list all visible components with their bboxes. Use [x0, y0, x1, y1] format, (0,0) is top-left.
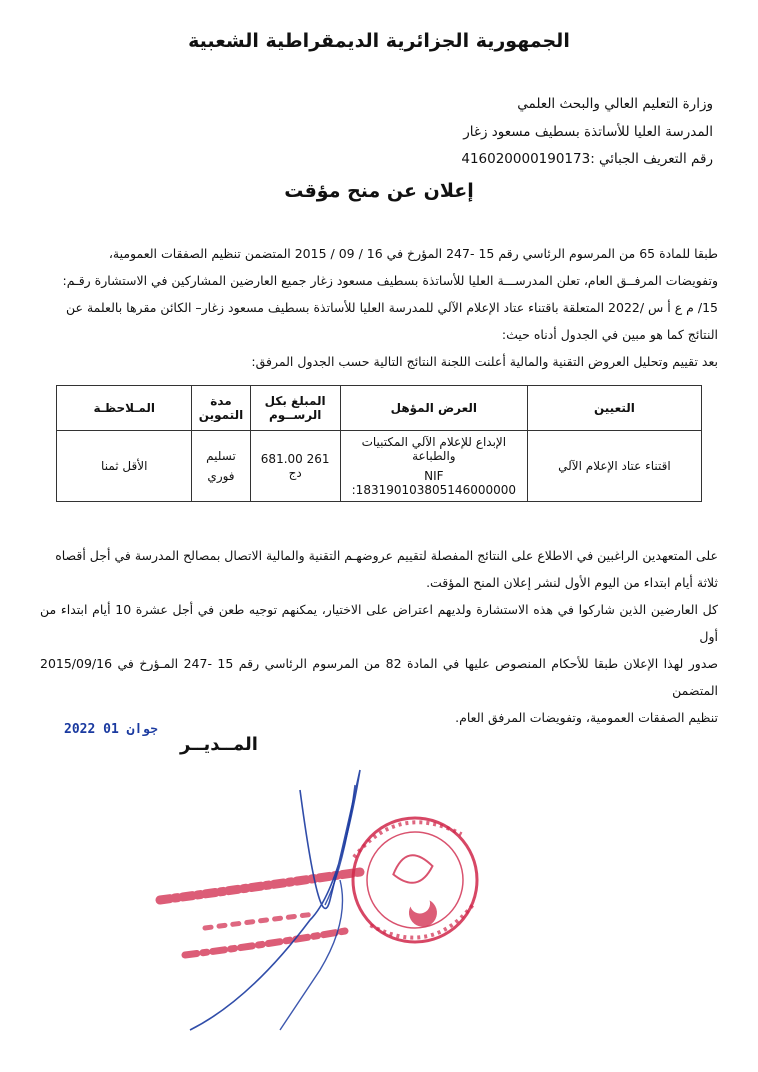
paragraph-3-line-1: على المتعهدين الراغبين في الاطلاع على النتائج المفصلة لتقييم عروضهـم التقنية والمالية الاتصال بمصالح المدرسة في أجل أقصاه — [55, 548, 718, 563]
paragraph-1-line-2: وتفويضات المرفــق العام، تعلن المدرســـة العليا للأساتذة بسطيف مسعود زغار جميع العارضين المشاركين في الاستشارة رقـم: — [62, 273, 718, 288]
round-seal-icon — [341, 806, 488, 953]
ministry-line: وزارة التعليم العالي والبحث العلمي — [517, 96, 713, 112]
paragraph-1-line-1: طبقا للمادة 65 من المرسوم الرئاسي رقم 15 -247 المؤرخ في 16 / 09 / 2015 المتضمن تنظيم الصفقات العمومية، — [108, 246, 718, 261]
director-name-stamp-icon — [160, 872, 360, 955]
header-bidder: العرض المؤهل — [340, 386, 527, 431]
paragraph-4-line-2: صدور لهذا الإعلان طبقا للأحكام المنصوص عليها في المادة 82 من المرسوم الرئاسي رقم 15 -247 المـؤرخ في 2015/09/16 المتضمن — [40, 656, 719, 698]
director-title: المــديــر — [180, 734, 258, 755]
header-designation: التعيين — [527, 386, 701, 431]
duration-line-2: فوري — [207, 469, 235, 483]
tax-id-line: رقم التعريف الجبائي :416020000190173 — [461, 151, 713, 167]
paragraph-1-line-4: النتائج كما هو مبين في الجدول أدناه حيث: — [501, 327, 718, 342]
header-duration: مدة التموين — [192, 386, 250, 431]
header-remark: المـلاحظـة — [57, 386, 192, 431]
paragraph-1-line-3: 15/ م ع أ س /2022 المتعلقة باقتناء عتاد الإعلام الآلي للمدرسة العليا للأساتذة بسطيف مسعود زغار– الكائن مقرها بالعلمة عن — [66, 300, 718, 315]
cell-remark: الأقل ثمنا — [57, 431, 192, 502]
bidder-nif: NIF :183190103805146000000 — [351, 469, 517, 497]
paragraph-4-line-1: كل العارضين الذين شاركوا في هذه الاستشارة ولديهم اعتراض على الاختيار، يمكنهم توجيه طعن في أجل عشرة 10 أيام ابتداء من أول — [40, 602, 718, 644]
cell-amount: 261 681.00 دج — [250, 431, 340, 502]
paragraph-3-line-2: ثلاثة أيام ابتداء من اليوم الأول لنشر إعلان المنح المؤقت. — [426, 575, 718, 590]
republic-title: الجمهورية الجزائرية الديمقراطية الشعبية — [188, 30, 570, 52]
duration-line-1: تسليم — [206, 449, 236, 463]
cell-designation: اقتناء عتاد الإعلام الآلي — [527, 431, 701, 502]
date-stamp: 2022 جوان 01 — [64, 722, 158, 737]
header-amount: المبلغ بكل الرســوم — [250, 386, 340, 431]
paragraph-2: بعد تقييم وتحليل العروض التقنية والمالية أعلنت اللجنة النتائج التالية حسب الجدول المرفق: — [251, 354, 718, 369]
school-line: المدرسة العليا للأساتذة بسطيف مسعود زغار — [463, 124, 713, 140]
announcement-title: إعلان عن منح مؤقت — [284, 180, 474, 202]
paragraph-4-line-3: تنظيم الصفقات العمومية، وتفويضات المرفق العام. — [455, 710, 718, 725]
bidder-name: الإبداع للإعلام الآلي المكتبيات والطباعة — [361, 435, 507, 463]
signature-icon — [190, 770, 360, 1030]
